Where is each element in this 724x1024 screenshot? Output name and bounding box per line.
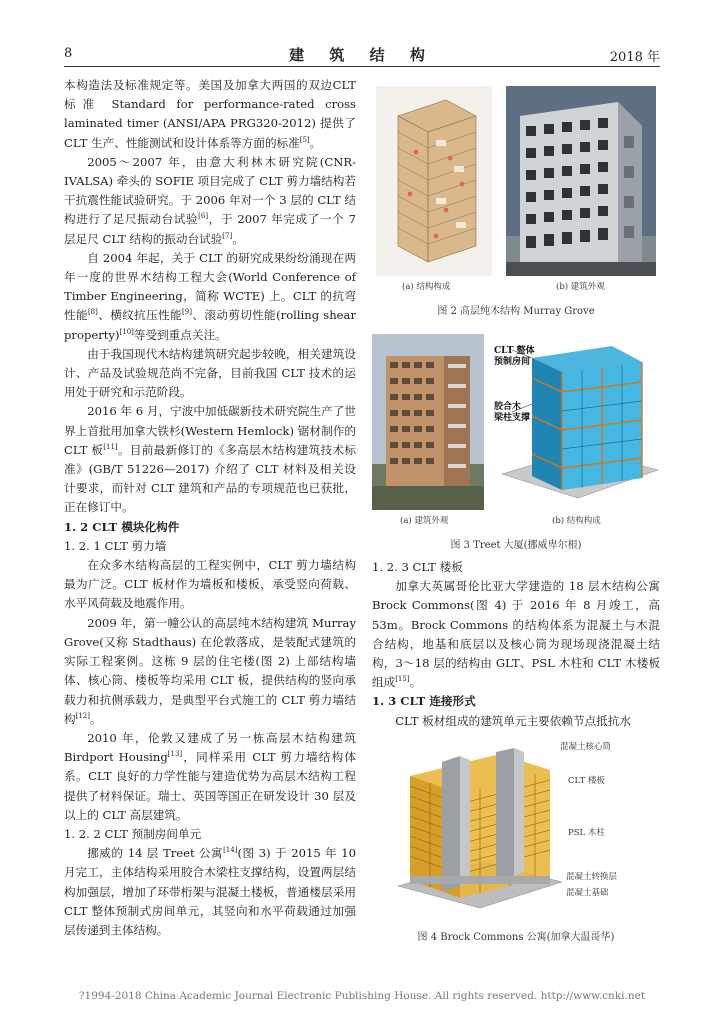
figure-4-caption: 图 4 Brock Commons 公寓(加拿大温哥华) bbox=[417, 932, 615, 943]
copyright-footer: ?1994-2018 China Academic Journal Electronic Publishing House. All rights reserved. http://www.cnki.net bbox=[78, 990, 646, 1002]
subsection-heading: 1. 2. 3 CLT 楼板 bbox=[372, 560, 463, 574]
section-heading: 1. 2 CLT 模块化构件 bbox=[64, 519, 180, 534]
subsection-heading: 1. 2. 2 CLT 预制房间单元 bbox=[64, 826, 202, 841]
section-heading: 1. 3 CLT 连接形式 bbox=[372, 694, 476, 709]
paragraph: 2009 年，第一幢公认的高层纯木结构建筑 Murray Grove(又称 Stadthaus) 在伦敦落成，是装配式建筑的实际工程案例。这栋 9 层的住宅楼(图 2) 上部结构墙体、核心筒、楼板等均采用 CLT 板，提供结构的竖向承载力和抗侧承载力，是典型平台式施工的 CLT 剪力墙结构[12]。 bbox=[64, 615, 356, 726]
page-number: 8 bbox=[64, 46, 73, 61]
subsection-heading: 1. 2. 1 CLT 剪力墙 bbox=[64, 538, 167, 553]
paragraph: 2016 年 6 月，宁波中加低碳新技术研究院生产了世界上首批用加拿大铁杉(Western Hemlock) 锯材制作的 CLT 板[11]。目前最新修订的《多高层木结构建筑技术标准》(GB/T 51226—2017) 介绍了 CLT 材料及相关设计要求，而针对 CLT 建筑和产品的专项规范也已获批，正在修订中。 bbox=[64, 404, 356, 515]
figure-3-subcaption-a: (a) 建筑外观 bbox=[400, 516, 449, 526]
paragraph: 2010 年，伦敦又建成了另一栋高层木结构建筑 Birdport Housing[13]，同样采用 CLT 剪力墙结构体系。CLT 良好的力学性能与建造优势为高层木结构工程提供了材料保证。瑞士、英国等国正在研发设计 30 层及以上的 CLT 高层建筑。 bbox=[64, 730, 356, 822]
paragraph: CLT 板材组成的建筑单元主要依赖节点抵抗水 bbox=[395, 713, 631, 728]
figure-2-subcaption-a: (a) 结构构成 bbox=[402, 282, 451, 292]
figure-2-subcaption-b: (b) 建筑外观 bbox=[556, 282, 605, 292]
figure-4-structure bbox=[390, 736, 566, 912]
figure-2-a-structure bbox=[376, 86, 492, 276]
figure-4-label-base: 混凝土基础 bbox=[566, 888, 609, 898]
paragraph: 挪威的 14 层 Treet 公寓[14](图 3) 于 2015 年 10 月完工，主体结构采用胶合木梁柱支撑结构，设置两层结构加强层，增加了环带桁架与混凝土楼板，普通楼层采用 CLT 整体预制式房间单元，其竖向和水平荷载通过加强层传递到主体结构。 bbox=[64, 846, 356, 937]
issue-year: 2018 年 bbox=[609, 50, 660, 65]
figure-4-label-clt: CLT 楼板 bbox=[568, 776, 605, 786]
figure-4-label-psl: PSL 木柱 bbox=[568, 828, 605, 838]
paragraph: 本构造法及标准规定等。美国及加拿大两国的双边CLT 标准 Standard for performance-rated cross laminated timer (ANSI/APA PRG320-2012) 提供了CLT 生产、性能测试和设计体系等方面的标准[5]。 bbox=[64, 78, 356, 150]
figure-2-caption: 图 2 高层纯木结构 Murray Grove bbox=[437, 306, 595, 317]
paragraph: 由于我国现代木结构建筑研究起步较晚，相关建筑设计、产品及试验规范尚不完备，目前我国 CLT 技术的运用处于研究和示范阶段。 bbox=[64, 346, 356, 400]
journal-title: 建 筑 结 构 bbox=[289, 46, 435, 64]
figure-3-label-clt-room: CLT 整体 预制房间 bbox=[494, 346, 535, 367]
right-column bbox=[372, 558, 660, 731]
paragraph: 自 2004 年起，关于 CLT 的研究成果纷纷涌现在两年一度的世界木结构工程大会(World Conference of Timber Engineering，简称 WCTE) 上。CLT 的抗弯性能[8]、横纹抗压性能[9]、滚动剪切性能(rolling shear property)[10]等受到重点关注。 bbox=[64, 250, 356, 342]
header-rule bbox=[64, 66, 660, 67]
figure-3-subcaption-b: (b) 结构构成 bbox=[552, 516, 601, 526]
paragraph: 在众多木结构高层的工程实例中，CLT 剪力墙结构最为广泛。CLT 板材作为墙板和楼板，承受竖向荷载、水平风荷载及地震作用。 bbox=[64, 558, 356, 611]
figure-3-a-photo bbox=[372, 334, 484, 510]
figure-3-caption: 图 3 Treet 大厦(挪威卑尔根) bbox=[450, 540, 582, 551]
paragraph: 加拿大英属哥伦比亚大学建造的 18 层木结构公寓 Brock Commons(图 4) 于 2016 年 8 月竣工，高 53m。Brock Commons 的结构体系为混凝土与木混合结构，地基和底层以及核心筒为现场现浇混凝土结构，3～18 层的结构由 GLT、PSL 木柱和 CLT 木楼板组成[15]。 bbox=[372, 579, 660, 690]
left-column bbox=[64, 76, 356, 940]
figure-2-b-photo bbox=[506, 86, 656, 276]
figure-4-label-core: 混凝土核心筒 bbox=[560, 742, 612, 752]
page-header bbox=[64, 44, 660, 68]
figure-4-label-transfer: 混凝土转换层 bbox=[566, 872, 618, 882]
paragraph: 2005～2007 年，由意大利林木研究院(CNR-IVALSA) 牵头的 SOFIE 项目完成了 CLT 剪力墙结构若干抗震性能试验研究。于 2006 年对一个 3 层的 CLT 结构进行了足尺振动台试验[6]，于 2007 年完成了一个 7 层足尺 CLT 结构的振动台试验[7]。 bbox=[64, 154, 356, 246]
figure-3-label-glulam: 胶合木 梁柱支撑 bbox=[494, 402, 531, 423]
